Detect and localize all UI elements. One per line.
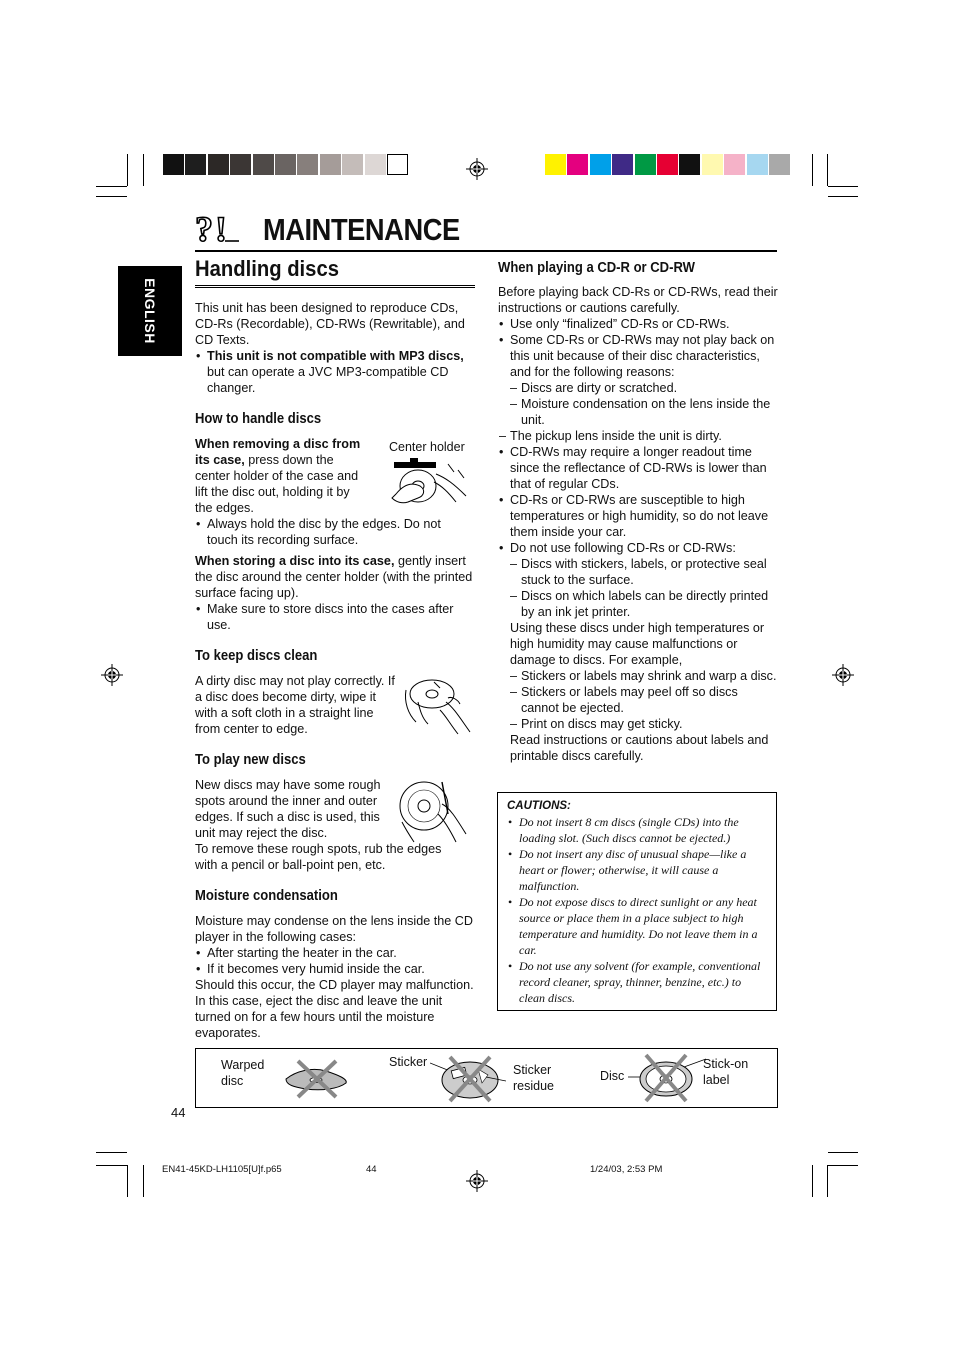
crop-mark <box>828 1165 858 1166</box>
wiping-disc-icon <box>400 672 474 736</box>
crop-mark <box>127 154 128 186</box>
subheading-moisture: Moisture condensation <box>195 888 338 904</box>
reason-pickup-lens: – The pickup lens inside the unit is dirty. <box>499 428 778 444</box>
intro-text <box>195 300 475 396</box>
section-heading-handling-discs: Handling discs <box>195 256 339 281</box>
registration-mark-icon <box>466 1170 488 1192</box>
color-swatch <box>163 154 184 175</box>
moisture-intro: Moisture may condense on the lens inside the CD player in the following cases: <box>195 914 473 944</box>
crop-mark <box>828 1152 858 1153</box>
hold-edges-note: • Always hold the disc by the edges. Do not touch its recording surface. <box>195 516 475 548</box>
do-not-use-text: Do not use following CD-Rs or CD-RWs: <box>510 541 736 555</box>
reason-dirty: – Discs are dirty or scratched. <box>510 380 778 396</box>
svg-text:?: ? <box>195 209 213 245</box>
stick-on-label-disc-icon <box>628 1053 708 1103</box>
language-tab <box>118 266 182 356</box>
footer-page: 44 <box>366 1164 377 1175</box>
subheading-keep-clean: To keep discs clean <box>195 648 318 664</box>
color-swatch <box>253 154 274 175</box>
sticker-label: Sticker <box>389 1055 428 1069</box>
moisture-outro: Should this occur, the CD player may malfunction. In this case, eject the disc and leave the unit turned on for a few hours until the moisture evaporates. <box>195 978 474 1040</box>
store-bold: When storing a disc into its case, <box>195 554 395 568</box>
cautions-title: CAUTIONS: <box>507 800 571 812</box>
color-swatch <box>275 154 296 175</box>
crop-mark <box>827 1165 828 1197</box>
crop-mark <box>812 154 813 186</box>
store-rest: gently insert the disc around the center holder (with the printed surface facing up). <box>195 554 473 600</box>
color-swatch <box>545 154 566 175</box>
color-swatch <box>365 154 386 175</box>
language-tab-label: ENGLISH <box>142 278 158 344</box>
registration-mark-icon <box>101 664 123 686</box>
stick-on-label-label: Stick-on label <box>703 1057 749 1087</box>
page-number: 44 <box>171 1105 186 1120</box>
read-instructions-paragraph: Read instructions or cautions about labels and printable discs carefully. <box>510 733 769 763</box>
question-exclamation-icon <box>195 209 243 245</box>
intro-paragraph: This unit has been designed to reproduce CDs, CD-Rs (Recordable), CD-RWs (Rewritable), and CD Texts. <box>195 301 465 347</box>
hand-holding-disc-icon <box>386 456 472 512</box>
mp3-note-bold: This unit is not compatible with MP3 discs, <box>207 349 464 363</box>
warped-disc-icon <box>282 1057 352 1101</box>
example-sticky: – Print on discs may get sticky. <box>510 716 778 732</box>
caution-item: • Do not use any solvent (for example, conventional record cleaner, spray, thinner, benzine, etc.) to clean discs. <box>507 958 766 1006</box>
color-swatch <box>612 154 633 175</box>
color-swatch <box>208 154 229 175</box>
example-peel: – Stickers or labels may peel off so discs cannot be ejected. <box>510 684 778 716</box>
play-back-text: Some CD-Rs or CD-RWs may not play back on this unit because of their disc characteristics, and for the following reasons: <box>510 333 775 379</box>
center-holder-label: Center holder <box>389 440 465 454</box>
registration-mark-icon <box>832 664 854 686</box>
cd-r-rw-text <box>498 284 778 764</box>
registration-mark-icon <box>466 158 488 180</box>
sticker-disc-icon <box>430 1055 506 1103</box>
remove-bold: When removing a disc from its case, <box>195 437 361 467</box>
crop-mark <box>96 196 127 197</box>
sticker-residue-label: Sticker residue <box>513 1063 554 1093</box>
new-discs-text-2: To remove these rough spots, rub the edges with a pencil or ball-point pen, etc. <box>195 842 442 872</box>
moisture-case-1: • After starting the heater in the car. <box>195 945 475 961</box>
caution-item: • Do not insert any disc of unusual shape—like a heart or flower; otherwise, it will cause a malfunction. <box>507 846 766 894</box>
footer-date: 1/24/03, 2:53 PM <box>590 1164 663 1175</box>
do-not-use-note <box>498 540 778 764</box>
footer-file-name: EN41-45KD-LH1105[U]f.p65 <box>162 1164 282 1175</box>
section-rule <box>195 285 475 286</box>
color-swatch <box>724 154 745 175</box>
crop-mark <box>96 1165 127 1166</box>
cd-r-rw-intro: Before playing back CD-Rs or CD-RWs, read their instructions or cautions carefully. <box>498 285 778 315</box>
color-swatch <box>657 154 678 175</box>
subheading-new-discs: To play new discs <box>195 752 306 768</box>
crop-mark <box>812 1165 813 1197</box>
do-not-use-printable: – Discs on which labels can be directly printed by an ink jet printer. <box>510 588 778 620</box>
clean-text: A dirty disc may not play correctly. If a disc does become dirty, wipe it with a soft cloth in a straight line from center to edge. <box>195 674 395 736</box>
rubbing-disc-edge-icon <box>398 778 472 844</box>
remove-rest: press down the center holder of the case and lift the disc out, holding it by the edges. <box>195 453 359 515</box>
caution-item: • Do not expose discs to direct sunlight or any heat source or place them in a place subject to high temperature and humidity. Do not leave them in a car. <box>507 894 766 958</box>
crop-mark <box>828 186 858 187</box>
color-swatch <box>702 154 723 175</box>
color-swatch <box>342 154 363 175</box>
damage-paragraph: Using these discs under high temperatures or high humidity may cause malfunctions or damage to discs. For example, <box>510 621 765 667</box>
page-title: MAINTENANCE <box>263 212 460 247</box>
color-swatch <box>679 154 700 175</box>
new-discs-text-1: New discs may have some rough spots around the inner and outer edges. If such a disc is used, this unit may reject the disc. <box>195 778 381 840</box>
warped-disc-label: Warped disc <box>221 1058 265 1088</box>
color-swatch <box>747 154 768 175</box>
caution-item: • Do not insert 8 cm discs (single CDs) into the loading slot. (Such discs cannot be ejected.) <box>507 814 766 846</box>
finalized-note: • Use only “finalized” CD-Rs or CD-RWs. <box>498 316 778 332</box>
section-rule <box>195 287 475 288</box>
color-swatch <box>769 154 790 175</box>
store-paragraph <box>195 553 475 601</box>
crop-mark <box>828 196 858 197</box>
example-shrink: – Stickers or labels may shrink and warp a disc. <box>510 668 778 684</box>
color-swatch <box>185 154 206 175</box>
crop-mark <box>143 154 144 186</box>
crop-mark <box>96 1152 127 1153</box>
mp3-note <box>195 348 475 396</box>
crop-mark <box>827 154 828 186</box>
reason-condensation: – Moisture condensation on the lens inside the unit. <box>510 396 778 428</box>
temperature-note: • CD-Rs or CD-RWs are susceptible to high temperatures or high humidity, so do not leave them inside your car. <box>498 492 778 540</box>
handle-bullet-and-store <box>195 516 475 633</box>
moisture-case-2: • If it becomes very humid inside the car. <box>195 961 475 977</box>
play-back-note <box>498 332 778 444</box>
color-swatch <box>230 154 251 175</box>
unusable-discs-figure <box>195 1048 778 1108</box>
title-rule <box>195 250 777 252</box>
color-swatch <box>387 154 408 175</box>
color-swatch <box>635 154 656 175</box>
handle-remove-text <box>195 436 365 516</box>
crop-mark <box>127 1165 128 1197</box>
do-not-use-stickers: – Discs with stickers, labels, or protective seal stuck to the surface. <box>510 556 778 588</box>
crop-mark <box>143 1165 144 1197</box>
subheading-how-to-handle: How to handle discs <box>195 411 322 427</box>
subheading-cd-r-rw: When playing a CD-R or CD-RW <box>498 260 695 276</box>
readout-note: • CD-RWs may require a longer readout time since the reflectance of CD-RWs is lower than that of regular CDs. <box>498 444 778 492</box>
svg-text:!: ! <box>215 209 227 245</box>
color-swatch <box>590 154 611 175</box>
color-swatch <box>320 154 341 175</box>
disc-label: Disc <box>600 1069 625 1083</box>
color-swatch <box>297 154 318 175</box>
color-swatch <box>567 154 588 175</box>
moisture-text <box>195 913 475 1041</box>
crop-mark <box>96 186 127 187</box>
store-after-use-note: • Make sure to store discs into the cases after use. <box>195 601 475 633</box>
mp3-note-rest: but can operate a JVC MP3-compatible CD changer. <box>207 365 449 395</box>
cautions-box <box>497 792 777 1011</box>
